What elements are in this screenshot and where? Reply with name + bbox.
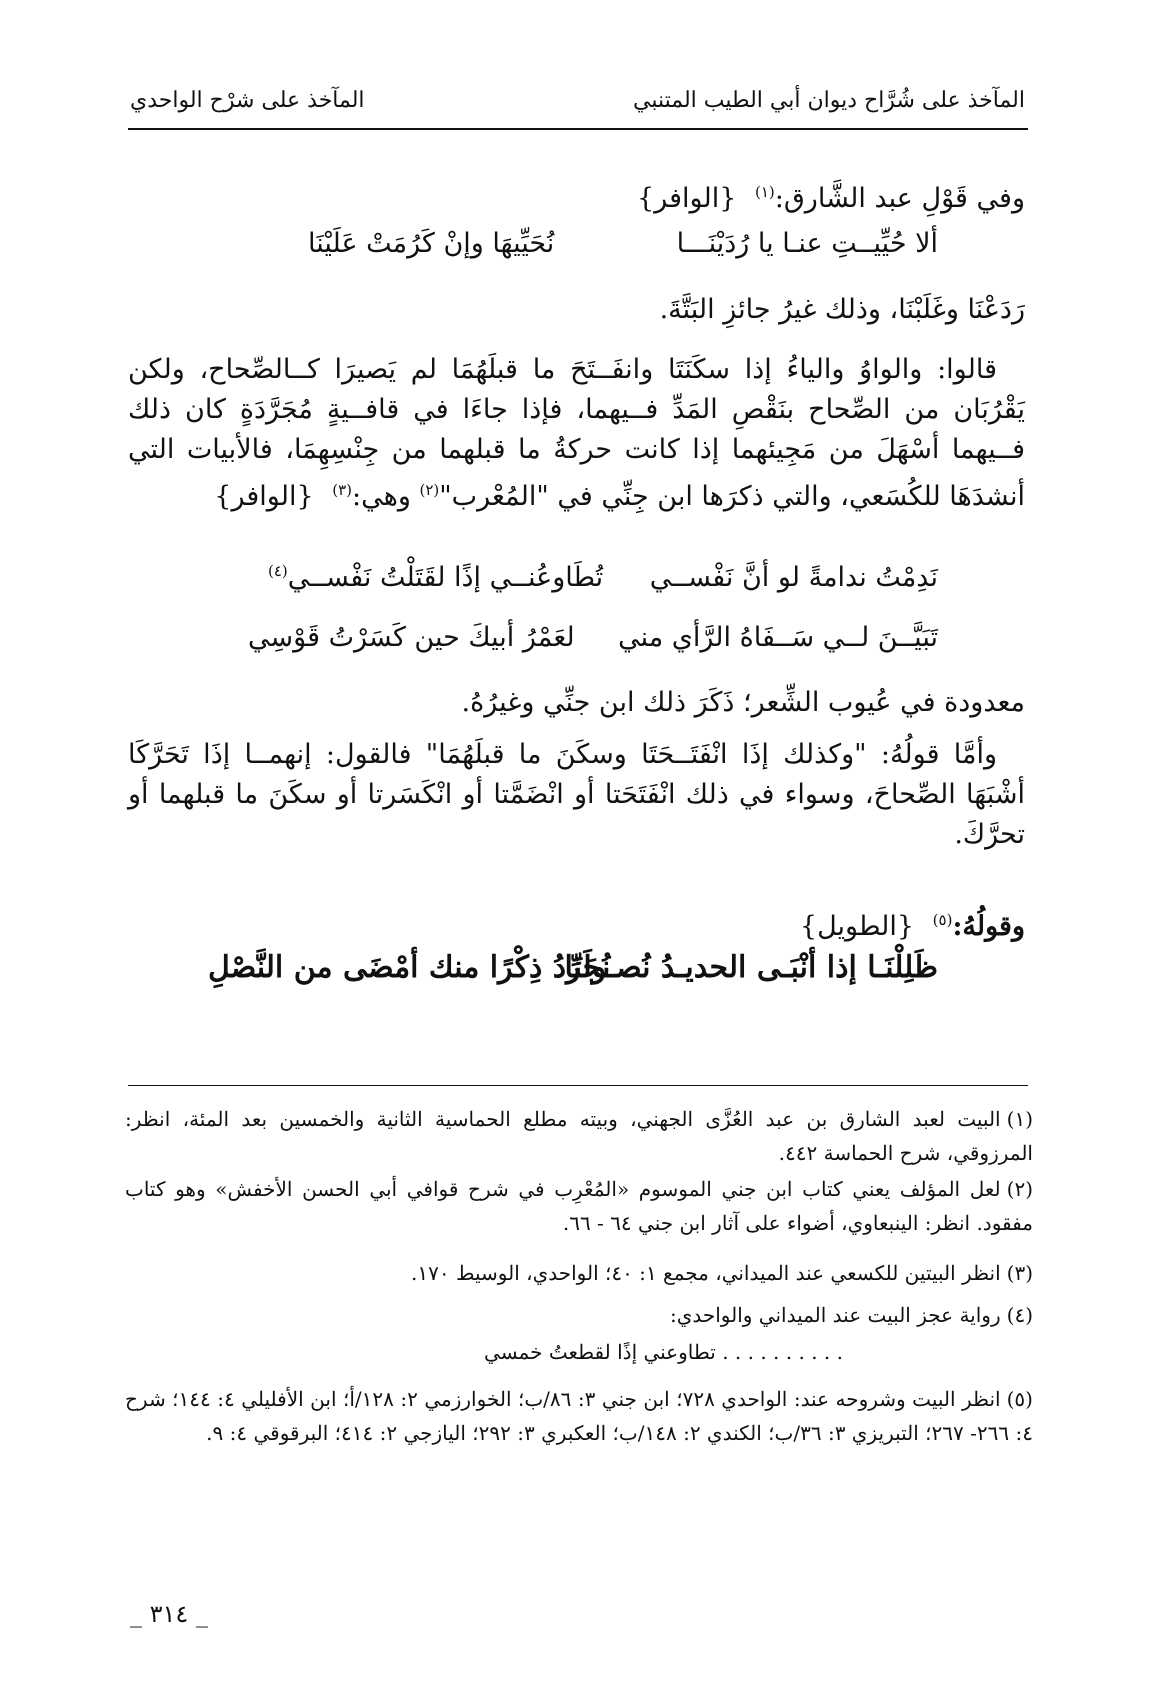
meter-label-2: {الوافر} — [214, 481, 314, 512]
footnote-ref-4: (٤) — [268, 562, 288, 580]
footnote-4-verse: . . . . . . . . . . تطاوعني إذًا لقطعتُ خمسي — [484, 1340, 843, 1364]
footnote-separator — [128, 1085, 1028, 1086]
verse-1 — [308, 228, 938, 272]
meter-label-3: {الطويل} — [799, 911, 915, 942]
line-after-verse-1: رَدَعْنَا وغَلَبْنَا، وذلك غيرُ جائزِ البَتَّةَ. — [659, 294, 1025, 325]
footnote-ref-1: (١) — [754, 183, 775, 201]
verse-4 — [208, 950, 938, 998]
verse-3 — [248, 622, 938, 666]
running-head-book-title: المآخذ على شُرَّاح ديوان أبي الطيب المتنبي — [633, 88, 1025, 113]
footnote-1: (١)البيت لعبد الشارق بن عبد العُزَّى الجهني، وبيته مطلع الحماسية الثانية والخمسين بعد المئة، انظر: المرزوقي، شرح الحماسة ٤٤٢. — [125, 1107, 1033, 1165]
footnote-ref-5: (٥) — [932, 911, 953, 929]
verse-4-first-hemistich: ظَلِلْنَـا إذا أنْبَـى الحديـدُ نُصـولَنَا — [564, 950, 938, 985]
footnote-5: (٥)انظر البيت وشروحه عند: الواحدي ٧٢٨؛ ابن جني ٣: ٨٦/ب؛ الخوارزمي ٢: ١٢٨/أ؛ ابن الأفليلي ٤: ١٤٤؛ شرح ٤: ٢٦٦- ٢٦٧؛ التبريزي ٣: ٣٦/ب؛ الكندي ٢: ١٤٨/ب؛ العكبري ٣: ٢٩٢؛ اليازجي ٢: ٤١٤؛ البرقوقي ٤: ٩. — [125, 1387, 1033, 1445]
running-head-chapter-title: المآخذ على شرْح الواحدي — [130, 88, 365, 113]
footnote-3: (٣)انظر البيتين للكسعي عند الميداني، مجمع ١: ٤٠؛ الواحدي، الوسيط ١٧٠. — [411, 1261, 1033, 1285]
verse-1-first-hemistich: ألا حُيِّيــتِ عنـا يا رُدَيْنَـــا — [676, 228, 938, 259]
paragraph-3: وأمَّا قولُهُ: "وكذلك إذَا انْفَتَــحَتَا وسكَنَ ما قبلَهُمَا" فالقول: إنهمــا إذَا تَحَرَّكَا أشْبَهَا الصِّحاحَ، وسواء في ذلك انْفَتَحَتا أو انْضَمَّتا أو انْكَسَرتا أو سكَنَ ما قبلهما أو تحرَّكَ. — [128, 739, 1025, 850]
verse-1-second-hemistich: نُحَيِّيهَا وإنْ كَرُمَتْ عَلَيْنَا — [308, 228, 555, 259]
verse-3-second-hemistich: لعَمْرُ أبيكَ حين كَسَرْتُ قَوْسِي — [248, 622, 575, 653]
section-intro: وقولُهُ:$^{(٥)}$ {الطويل} — [799, 911, 1025, 942]
header-rule — [128, 128, 1028, 130]
verse-4-second-hemistich: نُجَرِّدُ ذِكْرًا منك أمْضَى من النَّصْلِ — [208, 950, 611, 985]
meter-label: {الوافر} — [637, 183, 737, 214]
verse-2-second-hemistich: تُطَاوعُنــي إذًا لقَتَلْتُ نَفْســي$^{(٤)}$ — [268, 562, 604, 593]
page-number: _ ٣١٤ _ — [130, 1600, 208, 1628]
footnote-ref-2: (٢) — [419, 481, 440, 499]
verse-2-first-hemistich: نَدِمْتُ ندامةً لو أنَّ نَفْســي — [649, 562, 938, 593]
footnote-ref-3: (٣) — [332, 481, 352, 499]
footnote-4: (٤)رواية عجز البيت عند الميداني والواحدي: — [669, 1303, 1033, 1327]
line-after-verse-3: معدودة في عُيوب الشِّعر؛ ذَكَرَ ذلك ابن جنِّي وغيرُهُ. — [461, 687, 1025, 718]
verse-2 — [208, 562, 938, 606]
paragraph-2: قالوا: والواوُ والياءُ إذا سكَنَتَا وانفَــتَحَ ما قبلَهُمَا لم يَصيرَا كــالصِّحاح، ولكن يَقْرُبَان من الصِّحاح بنَقْصِ المَدِّ فــيهما، فإذا جاءَا في قافــيةٍ مُجَرَّدَةٍ كان ذلك فــيهما أسْهَلَ من مَجِيئهما إذا كانت حركةُ ما قبلهما من جِنْسِهِمَا، فالأبيات التي أنشدَهَا للكُسَعي، والتي ذكرَها ابن جِنِّي في "المُعْرب"$^{(٢)}$ وهي:$^{(٣)}$ {الوافر} — [128, 354, 1025, 512]
verse-3-first-hemistich: تَبَيَّــنَ لــي سَــفَاهُ الرَّأي مني — [618, 622, 938, 653]
footnote-2: (٢)لعل المؤلف يعني كتاب ابن جني الموسوم «المُعْرِب في شرح قوافي أبي الحسن الأخفش» وهو كتاب مفقود. انظر: الينبعاوي، أضواء على آثار ابن جني ٦٤ - ٦٦. — [125, 1177, 1033, 1235]
intro-line: وفي قَوْلِ عبد الشَّارق:$^{(١)}$ {الوافر} — [637, 183, 1025, 214]
